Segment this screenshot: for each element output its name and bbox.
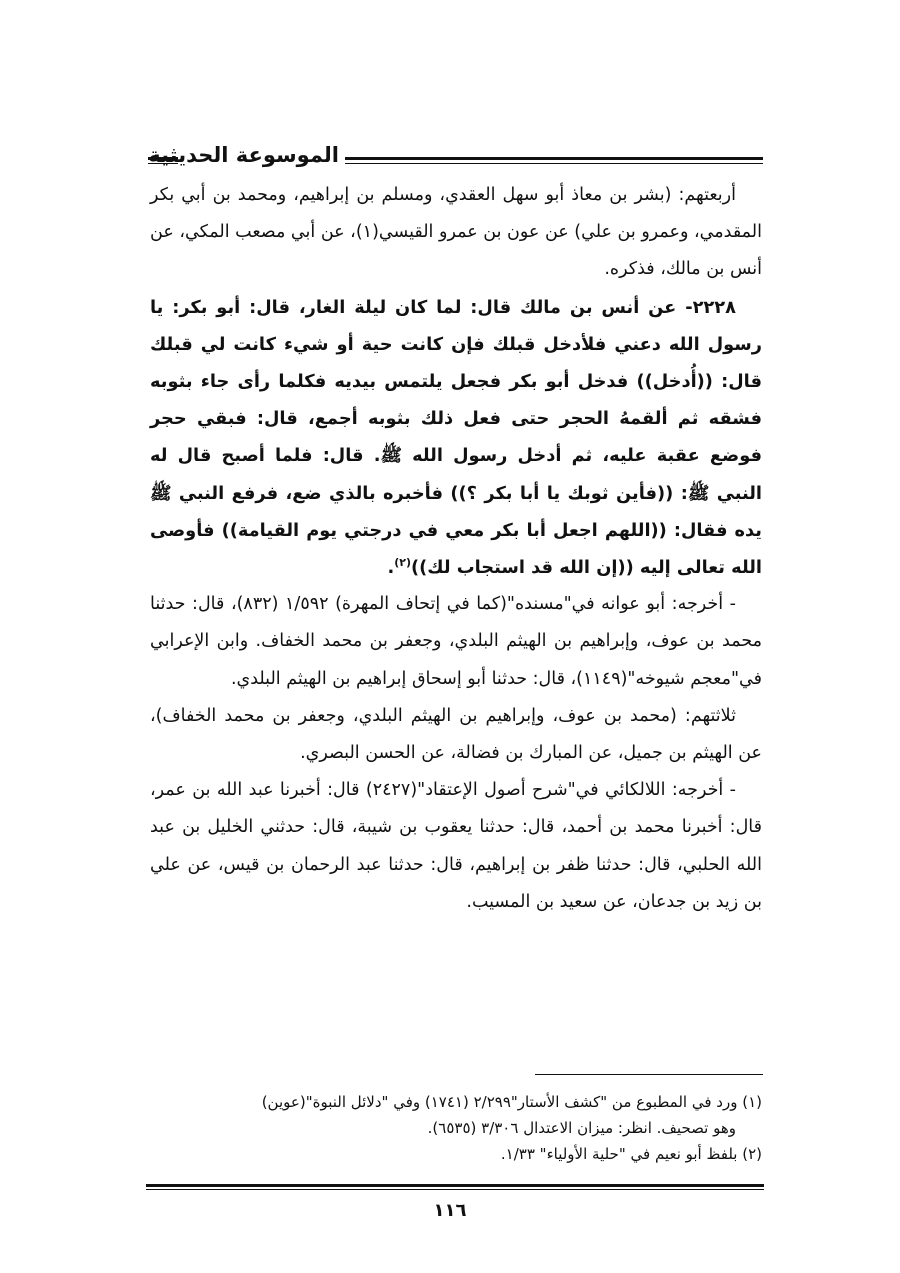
footnote-2: (٢) بلفظ أبو نعيم في "حلية الأولياء" ١/٣٣. <box>500 1145 762 1163</box>
paragraph-hadith <box>150 289 762 587</box>
footnote-divider <box>535 1074 763 1075</box>
main-text <box>150 177 762 921</box>
hadith-text: ٢٢٢٨- عن أنس بن مالك قال: لما كان ليلة الغار، قال: أبو بكر: يا رسول الله دعني فلأدخل قبلك فإن كانت حية أو شيء كانت لي قبلك قال: ((أُدخل)) فدخل أبو بكر فجعل يلتمس بيديه فكلما رأى جاء بثوبه فشقه ثم ألقمهُ الحجر حتى فعل ذلك بثوبه أجمع، قال: فبقي حجر فوضع عقبة عليه، ثم أدخل رسول الله ﷺ. قال: فلما أصبح قال له النبي ﷺ: ((فأين ثوبك يا أبا بكر ؟)) فأخبره بالذي ضع، فرفع النبي ﷺ يده فقال: ((اللهم اجعل أبا بكر معي في درجتي يوم القيامة)) فأوصى الله تعالى إليه ((إن الله قد استجاب لك)) <box>150 296 762 579</box>
paragraph-takhrij-1: - أخرجه: أبو عوانه في"مسنده"(كما في إتحاف المهرة) ١/٥٩٢ (٨٣٢)، قال: حدثنا محمد بن عوف، وإبراهيم بن الهيثم البلدي، وجعفر بن محمد الخفاف. وابن الإعرابي في"معجم شيوخه"(١١٤٩)، قال: حدثنا أبو إسحاق إبراهيم بن الهيثم البلدي. <box>150 594 762 689</box>
header-title: الموسوعة الحديثية <box>148 143 339 167</box>
paragraph-narrators: أربعتهم: (بشر بن معاذ أبو سهل العقدي، ومسلم بن إبراهيم، ومحمد بن أبي بكر المقدمي، وعمرو بن علي) عن عون بن عمرو القيسي(١)، عن أبي مصعب المكي، عن أنس بن مالك، فذكره. <box>150 185 762 280</box>
footer-rule <box>146 1184 764 1190</box>
footnote-1: (١) ورد في المطبوع من "كشف الأستار"٢/٢٩٩ (١٧٤١) وفي "دلائل النبوة"(عوين) <box>261 1093 762 1111</box>
paragraph-narrators-2: ثلاثتهم: (محمد بن عوف، وإبراهيم بن الهيثم البلدي، وجعفر بن محمد الخفاف)، عن الهيثم بن جميل، عن المبارك بن فضالة، عن الحسن البصري. <box>150 705 762 764</box>
hadith-end-punct: . <box>387 557 395 579</box>
header-rule-right <box>345 157 763 164</box>
page-number: ١١٦ <box>433 1200 467 1221</box>
running-header <box>148 140 763 180</box>
footnotes <box>150 1089 762 1167</box>
footnote-1-continued: وهو تصحيف. انظر: ميزان الاعتدال ٣/٣٠٦ (٦٥٣٥). <box>427 1119 736 1137</box>
header-rule-left <box>148 157 178 164</box>
paragraph-takhrij-2: - أخرجه: اللالكائي في"شرح أصول الإعتقاد"(٢٤٢٧) قال: أخبرنا عبد الله بن عمر، قال: أخبرنا محمد بن أحمد، قال: حدثنا يعقوب بن شيبة، قال: حدثني الخليل بن عبد الله الحلبي، قال: حدثنا ظفر بن إبراهيم، قال: حدثنا عبد الرحمان بن قيس، عن علي بن زيد بن جدعان، عن سعيد بن المسيب. <box>150 780 762 912</box>
footnote-ref-2: (٢) <box>394 556 412 570</box>
